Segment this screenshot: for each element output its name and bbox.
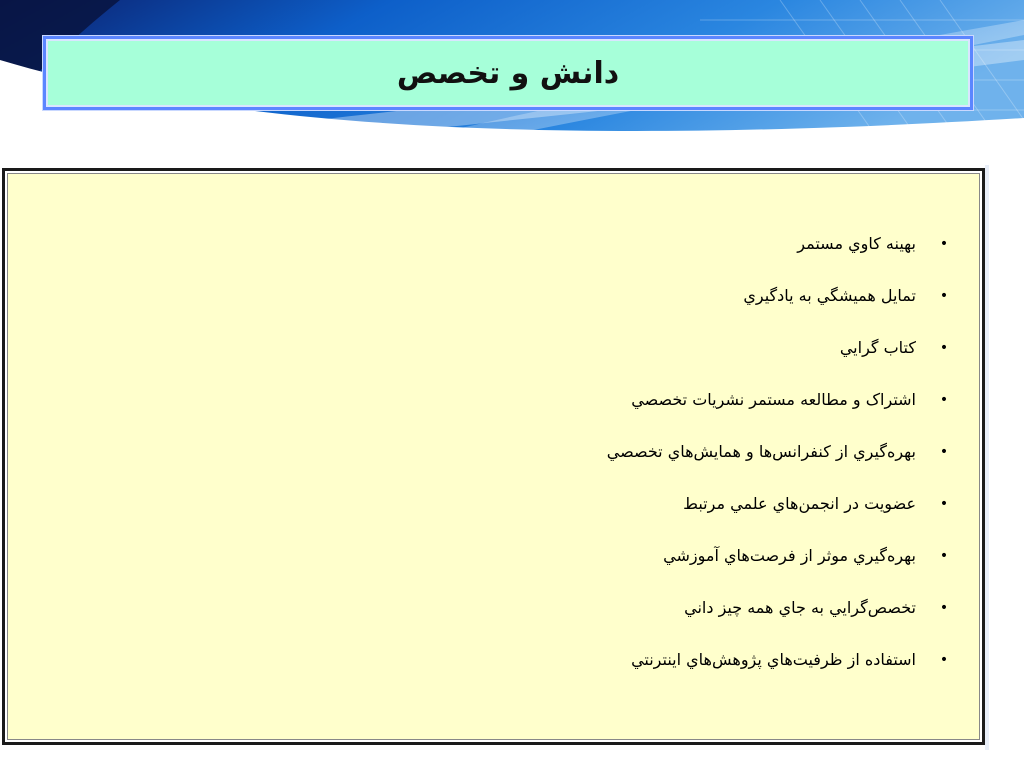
bullet-icon: •: [939, 652, 949, 668]
bullet-list: [352, 233, 952, 701]
list-item: [352, 493, 952, 545]
bullet-text: تمايل هميشگي به يادگيري: [743, 286, 916, 305]
bullet-text: اشتراک و مطالعه مستمر نشريات تخصصي: [631, 390, 916, 409]
bullet-text: بهره‌گيري موثر از فرصت‌هاي آموزشي: [663, 546, 916, 565]
bullet-icon: •: [939, 288, 949, 304]
bullet-text: بهينه کاوي مستمر: [797, 234, 916, 253]
bullet-text: استفاده از ظرفيت‌هاي پژوهش‌هاي اينترنتي: [631, 650, 916, 669]
list-item: [352, 597, 952, 649]
bullet-icon: •: [939, 548, 949, 564]
list-item: [352, 337, 952, 389]
list-item: [352, 233, 952, 285]
list-item: [352, 285, 952, 337]
bullet-text: عضويت در انجمن‌هاي علمي مرتبط: [683, 494, 916, 513]
bullet-icon: •: [939, 392, 949, 408]
list-item: [352, 545, 952, 597]
bullet-text: تخصص‌گرايي به جاي همه چيز داني: [684, 598, 916, 617]
bullet-text: بهره‌گيري از کنفرانس‌ها و همايش‌هاي تخصصي: [606, 442, 916, 461]
bullet-icon: •: [939, 236, 949, 252]
content-box-edge: [985, 165, 989, 750]
bullet-text: کتاب گرايي: [839, 338, 916, 357]
bullet-icon: •: [939, 496, 949, 512]
slide-title-bar: [43, 36, 973, 110]
slide-title: دانش و تخصص: [396, 55, 620, 91]
list-item: [352, 649, 952, 701]
content-box: [2, 168, 985, 745]
bullet-icon: •: [939, 600, 949, 616]
bullet-icon: •: [939, 444, 949, 460]
list-item: [352, 441, 952, 493]
list-item: [352, 389, 952, 441]
bullet-icon: •: [939, 340, 949, 356]
